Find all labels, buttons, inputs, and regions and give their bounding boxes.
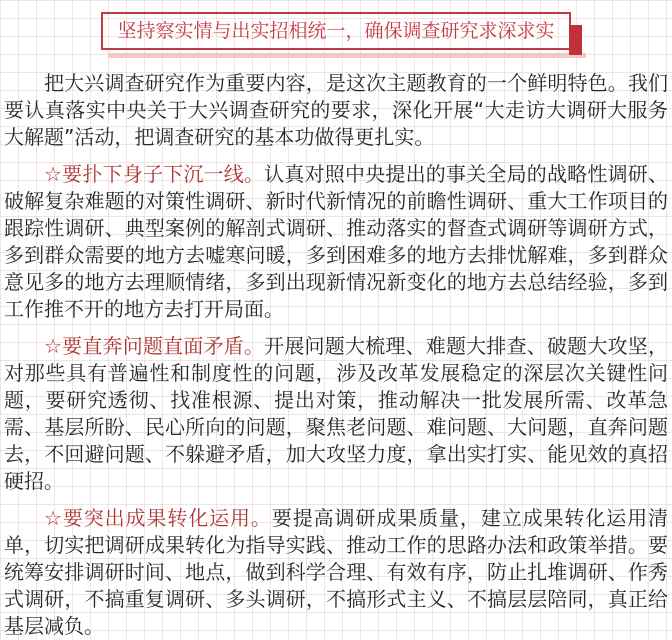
paragraph-lead-star: ☆要扑下身子下沉一线。 xyxy=(44,162,265,186)
paragraph xyxy=(4,505,668,640)
paragraph-text: 要提高调研成果质量，建立成果转化运用清单，切实把调研成果转化为指导实践、推动工作的思路办法和政策举措。要统筹安排调研时间、地点，做到科学合理、有效有序，防止扎堆调研、作秀式调研，不搞重复调研、多头调研，不搞形式主义、不搞层层陪同，真正给基层减负。 xyxy=(4,506,669,638)
bookmark-tab-accent xyxy=(569,25,582,55)
title-banner-row xyxy=(4,12,668,50)
paragraph xyxy=(4,70,668,151)
paragraph-lead-star: ☆要突出成果转化运用。 xyxy=(44,506,272,530)
paragraph xyxy=(4,161,668,323)
paragraph-text: 开展问题大梳理、难题大排查、破题大攻坚，对那些具有普遍性和制度性的问题，涉及改革发展稳定的深层次关键性问题，要研究透彻、找准根源、提出对策，推动解决一批发展所需、改革急需、基层所盼、民心所向的问题，聚焦老问题、难问题、大问题，直奔问题去，不回避问题、不躲避矛盾，加大攻坚力度，拿出实打实、能见效的真招硬招。 xyxy=(4,334,668,493)
paragraph-text: 把大兴调查研究作为重要内容，是这次主题教育的一个鲜明特色。我们要认真落实中央关于大兴调查研究的要求，深化开展“大走访大调研大服务大解题”活动，把调查研究的基本功做得更扎实。 xyxy=(4,71,668,149)
paragraph-text: 认真对照中央提出的事关全局的战略性调研、破解复杂难题的对策性调研、新时代新情况的前瞻性调研、重大工作项目的跟踪性调研、典型案例的解剖式调研、推动落实的督查式调研等调研方式，多到群众需要的地方去嘘寒问暖，多到困难多的地方去排忧解难，多到群众意见多的地方去理顺情绪，多到出现新情况新变化的地方去总结经验，多到工作推不开的地方去打开局面。 xyxy=(4,162,668,321)
article-body xyxy=(4,70,668,640)
paragraph-lead-star: ☆要直奔问题直面矛盾。 xyxy=(44,334,265,358)
paragraph xyxy=(4,333,668,495)
section-title: 坚持察实情与出实招相统一，确保调查研究求深求实 xyxy=(117,20,555,42)
section-title-banner xyxy=(101,12,570,50)
